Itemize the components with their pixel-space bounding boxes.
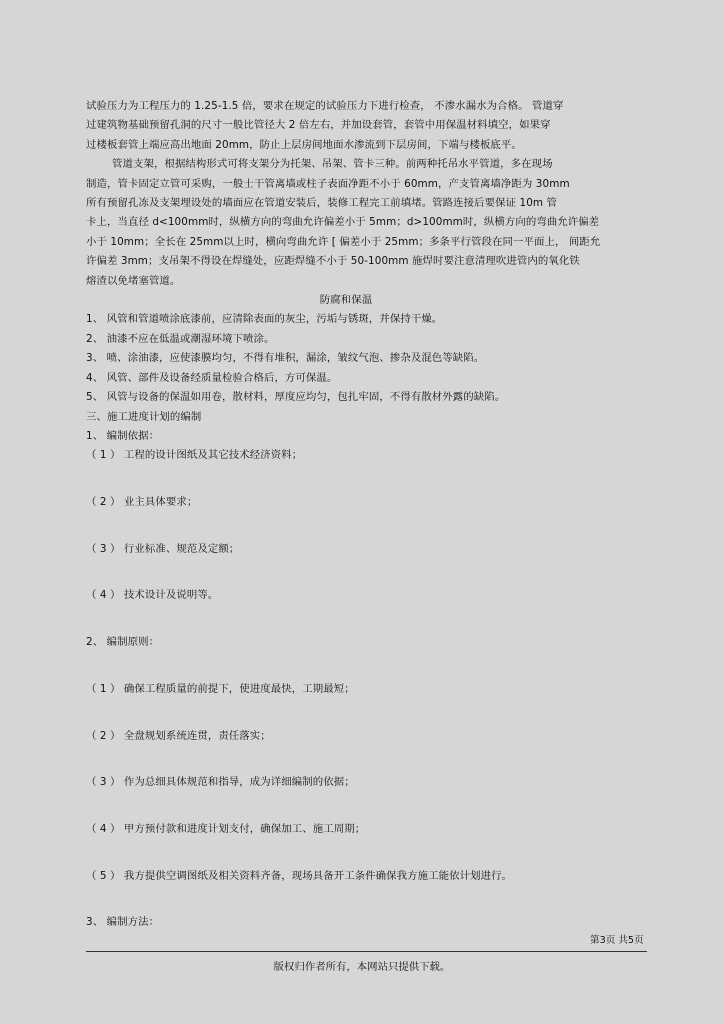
list-item: 5、 风管与设备的保温如用卷，散材料，厚度应均匀，包扎牢固，不得有散材外露的缺陷。 (86, 391, 506, 404)
copyright-notice: 版权归作者所有，本网站只提供下载。 (273, 961, 451, 973)
paragraph-line: 所有预留孔冻及支架埋设处的墙面应在管道安装后，装修工程完工前填堵。管路连接后要保证 10m 管 (86, 197, 558, 210)
list-item: 3、 喷、涂油漆，应使漆膜均匀，不得有堆积，漏涂，皱纹气泡、掺杂及混色等缺陷。 (86, 352, 485, 365)
paragraph-line: 熔渣以免堵塞管道。 (86, 274, 181, 287)
list-item: （ 1 ） 工程的设计图纸及其它技术经济资料； (86, 449, 303, 462)
paragraph-line: 过楼板套管上端应高出地面 20mm，防止上层房间地面水渗流到下层房间，下端与楼板底平。 (86, 138, 522, 151)
list-item: （ 1 ） 确保工程质量的前提下，使进度最快，工期最短； (86, 682, 355, 695)
method-heading: 3、 编制方法： (86, 916, 160, 929)
list-item: （ 4 ） 甲方预付款和进度计划支付，确保加工、施工周期； (86, 822, 366, 835)
basis-heading: 1、 编制依据： (86, 429, 160, 442)
list-item: （ 2 ） 业主具体要求； (86, 496, 198, 509)
page-number: 第3页 共5页 (590, 935, 644, 946)
paragraph-line: 试验压力为工程压力的 1.25-1.5 倍，要求在规定的试验压力下进行检查， 不渗水漏水为合格。 管道穿 (86, 100, 564, 112)
paragraph-line: 小于 10mm；全长在 25mm以上时，横向弯曲允许 [ 偏差小于 25mm；多条平行管段在同一平面上， 间距允 (86, 235, 601, 248)
section-title: 防腐和保温 (319, 294, 373, 307)
list-item: 1、 风管和管道喷涂底漆前，应清除表面的灰尘，污垢与锈斑，并保持干燥。 (86, 313, 443, 326)
list-item: （ 3 ） 行业标准、规范及定额； (86, 542, 240, 555)
document-body (86, 97, 646, 933)
list-item: （ 5 ） 我方提供空调图纸及相关资料齐备，现场具备开工条件确保我方施工能依计划进行。 (86, 869, 513, 882)
paragraph-line: 卡上，当直径 d<100mm时，纵横方向的弯曲允许偏差小于 5mm；d>100mm时，纵横方向的弯曲允许偏差 (86, 216, 600, 229)
paragraph-line: 管道支架，根据结构形式可将支架分为托架、吊架、管卡三种。前两种托吊水平管道，多在现场 (112, 158, 553, 171)
paragraph-line: 许偏差 3mm；支吊架不得设在焊缝处，应距焊缝不小于 50-100mm 施焊时要注意清理吹进管内的氧化铁 (86, 255, 580, 268)
list-item: （ 2 ） 全盘规划系统连贯，责任落实； (86, 729, 271, 742)
footer-divider (86, 951, 647, 952)
list-item: 2、 油漆不应在低温或潮湿环境下喷涂。 (86, 332, 275, 345)
principle-heading: 2、 编制原则： (86, 636, 160, 649)
paragraph-line: 制造，管卡固定立管可采购，一般士干管离墙或柱子表面净距不小于 60mm，产支管离墙净距为 30mm (86, 177, 570, 190)
list-item: 4、 风管、部件及设备经质量检验合格后，方可保温。 (86, 371, 338, 384)
list-item: （ 4 ） 技术设计及说明等。 (86, 589, 219, 602)
list-item: （ 3 ） 作为总细具体规范和指导，成为详细编制的依据； (86, 776, 355, 789)
schedule-heading: 三、施工进度计划的编制 (86, 410, 202, 423)
paragraph-line: 过建筑物基础预留孔洞的尺寸一般比管径大 2 倍左右，并加设套管，套管中用保温材料填空，如果穿 (86, 119, 551, 132)
